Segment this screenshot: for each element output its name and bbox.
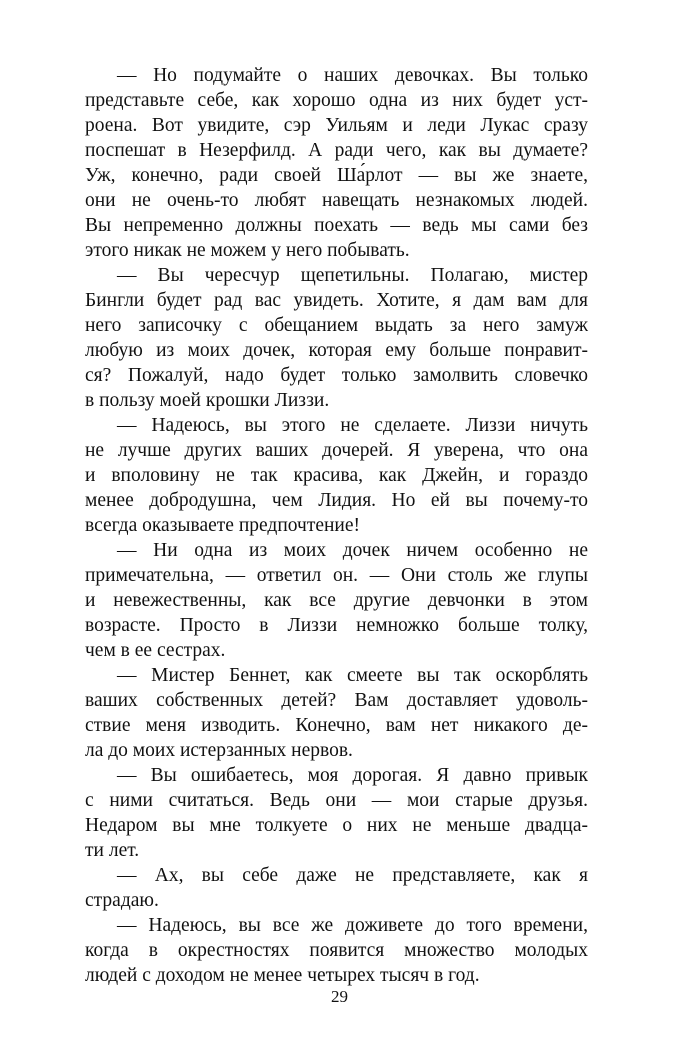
text-line: — Надеюсь, вы все же доживете до того времени, bbox=[117, 915, 588, 936]
text-line: чем в ее сестрах. bbox=[85, 640, 226, 661]
text-line: Вы непременно должны поехать — ведь мы сами без bbox=[85, 215, 588, 236]
text-line: ваших собственных детей? Вам доставляет удоволь- bbox=[85, 690, 588, 711]
text-line: Бингли будет рад вас увидеть. Хотите, я дам вам для bbox=[85, 290, 588, 311]
text-line: возрасте. Просто в Лиззи немножко больше толку, bbox=[85, 615, 588, 636]
text-line: и невежественны, как все другие девчонки в этом bbox=[85, 590, 588, 611]
text-line: — Надеюсь, вы этого не сделаете. Лиззи ничуть bbox=[117, 415, 588, 436]
text-line: этого никак не можем у него побывать. bbox=[85, 240, 410, 261]
text-line: Уж, конечно, ради своей Ша́рлот — вы же знаете, bbox=[85, 165, 588, 186]
text-line: — Вы чересчур щепетильны. Полагаю, мистер bbox=[117, 265, 588, 286]
text-line: с ними считаться. Ведь они — мои старые друзья. bbox=[85, 790, 588, 811]
text-line: — Но подумайте о наших девочках. Вы только bbox=[117, 65, 588, 86]
text-line: когда в окрестностях появится множество молодых bbox=[85, 940, 588, 961]
text-line: Недаром вы мне толкуете о них не меньше двадца- bbox=[85, 815, 588, 836]
text-line: людей с доходом не менее четырех тысяч в год. bbox=[85, 965, 480, 986]
text-line: ствие меня изводить. Конечно, вам нет никакого де- bbox=[85, 715, 588, 736]
text-line: они не очень-то любят навещать незнакомых людей. bbox=[85, 190, 588, 211]
text-line: роена. Вот увидите, сэр Уильям и леди Лукас сразу bbox=[85, 115, 588, 136]
text-line: любую из моих дочек, которая ему больше понравит- bbox=[85, 340, 588, 361]
text-line: — Мистер Беннет, как смеете вы так оскорблять bbox=[117, 665, 588, 686]
text-line: всегда оказываете предпочтение! bbox=[85, 515, 361, 536]
text-line: страдаю. bbox=[85, 890, 159, 911]
text-line: ся? Пожалуй, надо будет только замолвить словечко bbox=[85, 365, 588, 386]
text-line: него записочку с обещанием выдать за него замуж bbox=[85, 315, 588, 336]
text-line: примечательна, — ответил он. — Они столь же глупы bbox=[85, 565, 588, 586]
text-line: и вполовину не так красива, как Джейн, и гораздо bbox=[85, 465, 588, 486]
text-line: ла до моих истерзанных нервов. bbox=[85, 740, 353, 761]
text-line: — Вы ошибаетесь, моя дорогая. Я давно привык bbox=[117, 765, 588, 786]
text-line: ти лет. bbox=[85, 840, 140, 861]
text-line: поспешат в Незерфилд. А ради чего, как вы думаете? bbox=[85, 140, 588, 161]
text-line: менее добродушна, чем Лидия. Но ей вы почему-то bbox=[85, 490, 588, 511]
text-line: представьте себе, как хорошо одна из них будет уст- bbox=[85, 90, 588, 111]
page-number: 29 bbox=[331, 987, 348, 1006]
text-line: в пользу моей крошки Лиззи. bbox=[85, 390, 330, 411]
text-line: — Ах, вы себе даже не представляете, как я bbox=[117, 865, 588, 886]
text-line: — Ни одна из моих дочек ничем особенно не bbox=[117, 540, 588, 561]
text-line: не лучше других ваших дочерей. Я уверена, что она bbox=[85, 440, 588, 461]
